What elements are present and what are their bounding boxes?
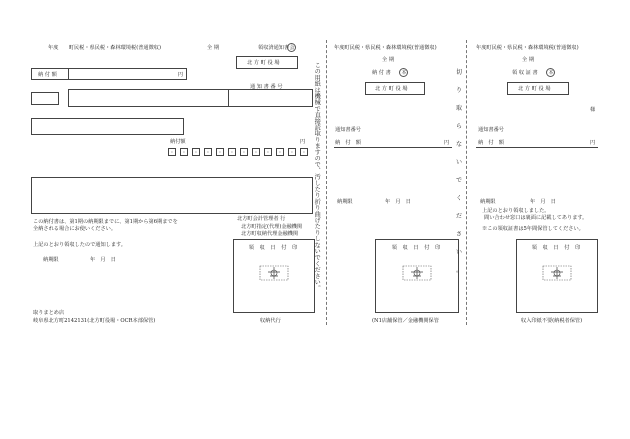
- info-box: [31, 118, 184, 135]
- agency-label: 収納代行: [260, 318, 281, 324]
- mid-stamp-title: 領 収 日 付 印: [391, 245, 443, 251]
- do-not-cut-char: り: [456, 87, 463, 94]
- paid-amount-yen: 円: [300, 139, 306, 145]
- treasurer: 北方町会計管理者 行: [237, 216, 286, 222]
- installment-note-1: この納付書は、第1期の納期限までに、第1期から第6期までを: [33, 219, 178, 225]
- right-stamp-title: 領 収 日 付 印: [531, 245, 583, 251]
- left-date: 年 月 日: [90, 257, 116, 263]
- right-amount-label: 納 付 額: [478, 140, 504, 146]
- left-stamp-box: [233, 239, 315, 313]
- right-received-note-1: 上記のとおり領収しました。: [482, 208, 550, 214]
- do-not-cut-char: 取: [456, 105, 463, 112]
- right-yen: 円: [590, 140, 596, 146]
- digit-box: :: [276, 148, 284, 156]
- right-deadline-label: 納期限: [480, 199, 496, 205]
- left-office: 北 方 町 役 場: [247, 60, 280, 66]
- stamp-mark-icon: [398, 264, 436, 284]
- left-deadline-label: 納期限: [43, 257, 59, 263]
- paid-amount-label: 納付額: [170, 139, 186, 145]
- digit-box: :: [168, 148, 176, 156]
- do-not-cut-char: く: [456, 195, 463, 202]
- mid-period: 全 期: [382, 57, 395, 63]
- remarks-box: [31, 177, 313, 214]
- mid-office: 北 方 町 役 場: [375, 86, 408, 92]
- digit-box: :: [252, 148, 260, 156]
- small-square-box: [31, 92, 59, 105]
- mid-deadline-label: 納期限: [337, 199, 353, 205]
- mid-stamp-box: [375, 239, 459, 313]
- right-notice-no-label: 通知書番号: [478, 127, 504, 133]
- digit-box: :: [264, 148, 272, 156]
- notice-no-box: [68, 89, 313, 107]
- right-period: 全 期: [522, 57, 535, 63]
- mid-office-box: [365, 82, 425, 95]
- right-footer: 収入印紙不要(納税者保管): [521, 318, 583, 324]
- digit-box: :: [288, 148, 296, 156]
- mid-notice-no-label: 通知書番号: [335, 127, 361, 133]
- digit-box: :: [300, 148, 308, 156]
- right-received-note-2: 間い合わせ窓口は裏面に記載してあります。: [484, 215, 588, 221]
- do-not-cut-char: 切: [456, 69, 463, 76]
- mid-doc-title: 納 付 書: [372, 70, 391, 76]
- right-doc-title: 領 収 証 書: [512, 70, 538, 76]
- do-not-cut-char: な: [456, 141, 463, 148]
- right-doc-circle: 本: [546, 68, 555, 77]
- mid-year-title: 年度町民税・県民税・森林環境税(普通徴収): [334, 45, 437, 51]
- amount-box: [31, 68, 187, 80]
- stamp-mark-icon: [255, 264, 293, 284]
- do-not-cut-char: さ: [456, 231, 463, 238]
- mid-date: 年 月 日: [385, 199, 411, 205]
- cut-line-right: [466, 40, 467, 325]
- mid-yen: 円: [444, 140, 450, 146]
- amount-label: 納 付 額: [38, 72, 57, 78]
- digit-box: :: [240, 148, 248, 156]
- digit-box: :: [228, 148, 236, 156]
- fold-note: この用紙は機械で直接読取りますので、汚したり折り曲げたりしないでください。: [313, 62, 321, 292]
- right-office-box: [507, 82, 569, 95]
- right-office: 北 方 町 役 場: [518, 86, 551, 92]
- do-not-cut-char: ら: [456, 123, 463, 130]
- digit-box: :: [192, 148, 200, 156]
- mid-footer: (N1店舗保管／金融機関保管: [372, 318, 439, 324]
- bank-2: 北方町収納代理金融機関: [241, 231, 299, 237]
- notice-no-label: 通 知 書 番 号: [250, 84, 283, 90]
- left-period: 全 期: [207, 45, 220, 51]
- right-sama: 様: [590, 107, 596, 113]
- bank-1: 北方町指定(代理)金融機関: [241, 224, 303, 230]
- right-year-title: 年度町民税・県民税・森林環境税(普通徴収): [476, 45, 579, 51]
- left-notice-circle: 会: [287, 43, 296, 52]
- receipt-note: 上記のとおり領収したので通知します。: [33, 242, 126, 248]
- digit-box: :: [204, 148, 212, 156]
- right-received-note-3: ※この領収証書は5年間保管してください。: [482, 226, 584, 232]
- mid-doc-circle: 本: [399, 68, 408, 77]
- collector-value: 岐阜県北方町2142131(北方町役場・OCR本部保管): [33, 318, 156, 324]
- digit-box: :: [216, 148, 224, 156]
- do-not-cut-char: だ: [456, 213, 463, 220]
- right-date: 年 月 日: [530, 199, 556, 205]
- digit-box: :: [180, 148, 188, 156]
- installment-note-2: 全納される場合にお使いください。: [33, 226, 117, 232]
- do-not-cut-char: い: [456, 249, 463, 256]
- right-stamp-box: [516, 239, 598, 313]
- collector-label: 取りまとめ店: [33, 310, 65, 316]
- stamp-mark-icon: [538, 264, 576, 284]
- do-not-cut-char: で: [456, 177, 463, 184]
- do-not-cut-char: 。: [456, 267, 463, 274]
- left-notice-title: 領収済通知書: [258, 45, 290, 51]
- cut-line-left: [326, 40, 327, 325]
- left-year-title: 年度 町民税・県民税・森林環境税(普通徴収): [48, 45, 161, 51]
- left-office-box: [236, 56, 298, 69]
- mid-amount-label: 納 付 額: [335, 140, 361, 146]
- left-stamp-title: 領 収 日 付 印: [248, 245, 300, 251]
- amount-yen: 円: [177, 72, 183, 78]
- do-not-cut-char: い: [456, 159, 463, 166]
